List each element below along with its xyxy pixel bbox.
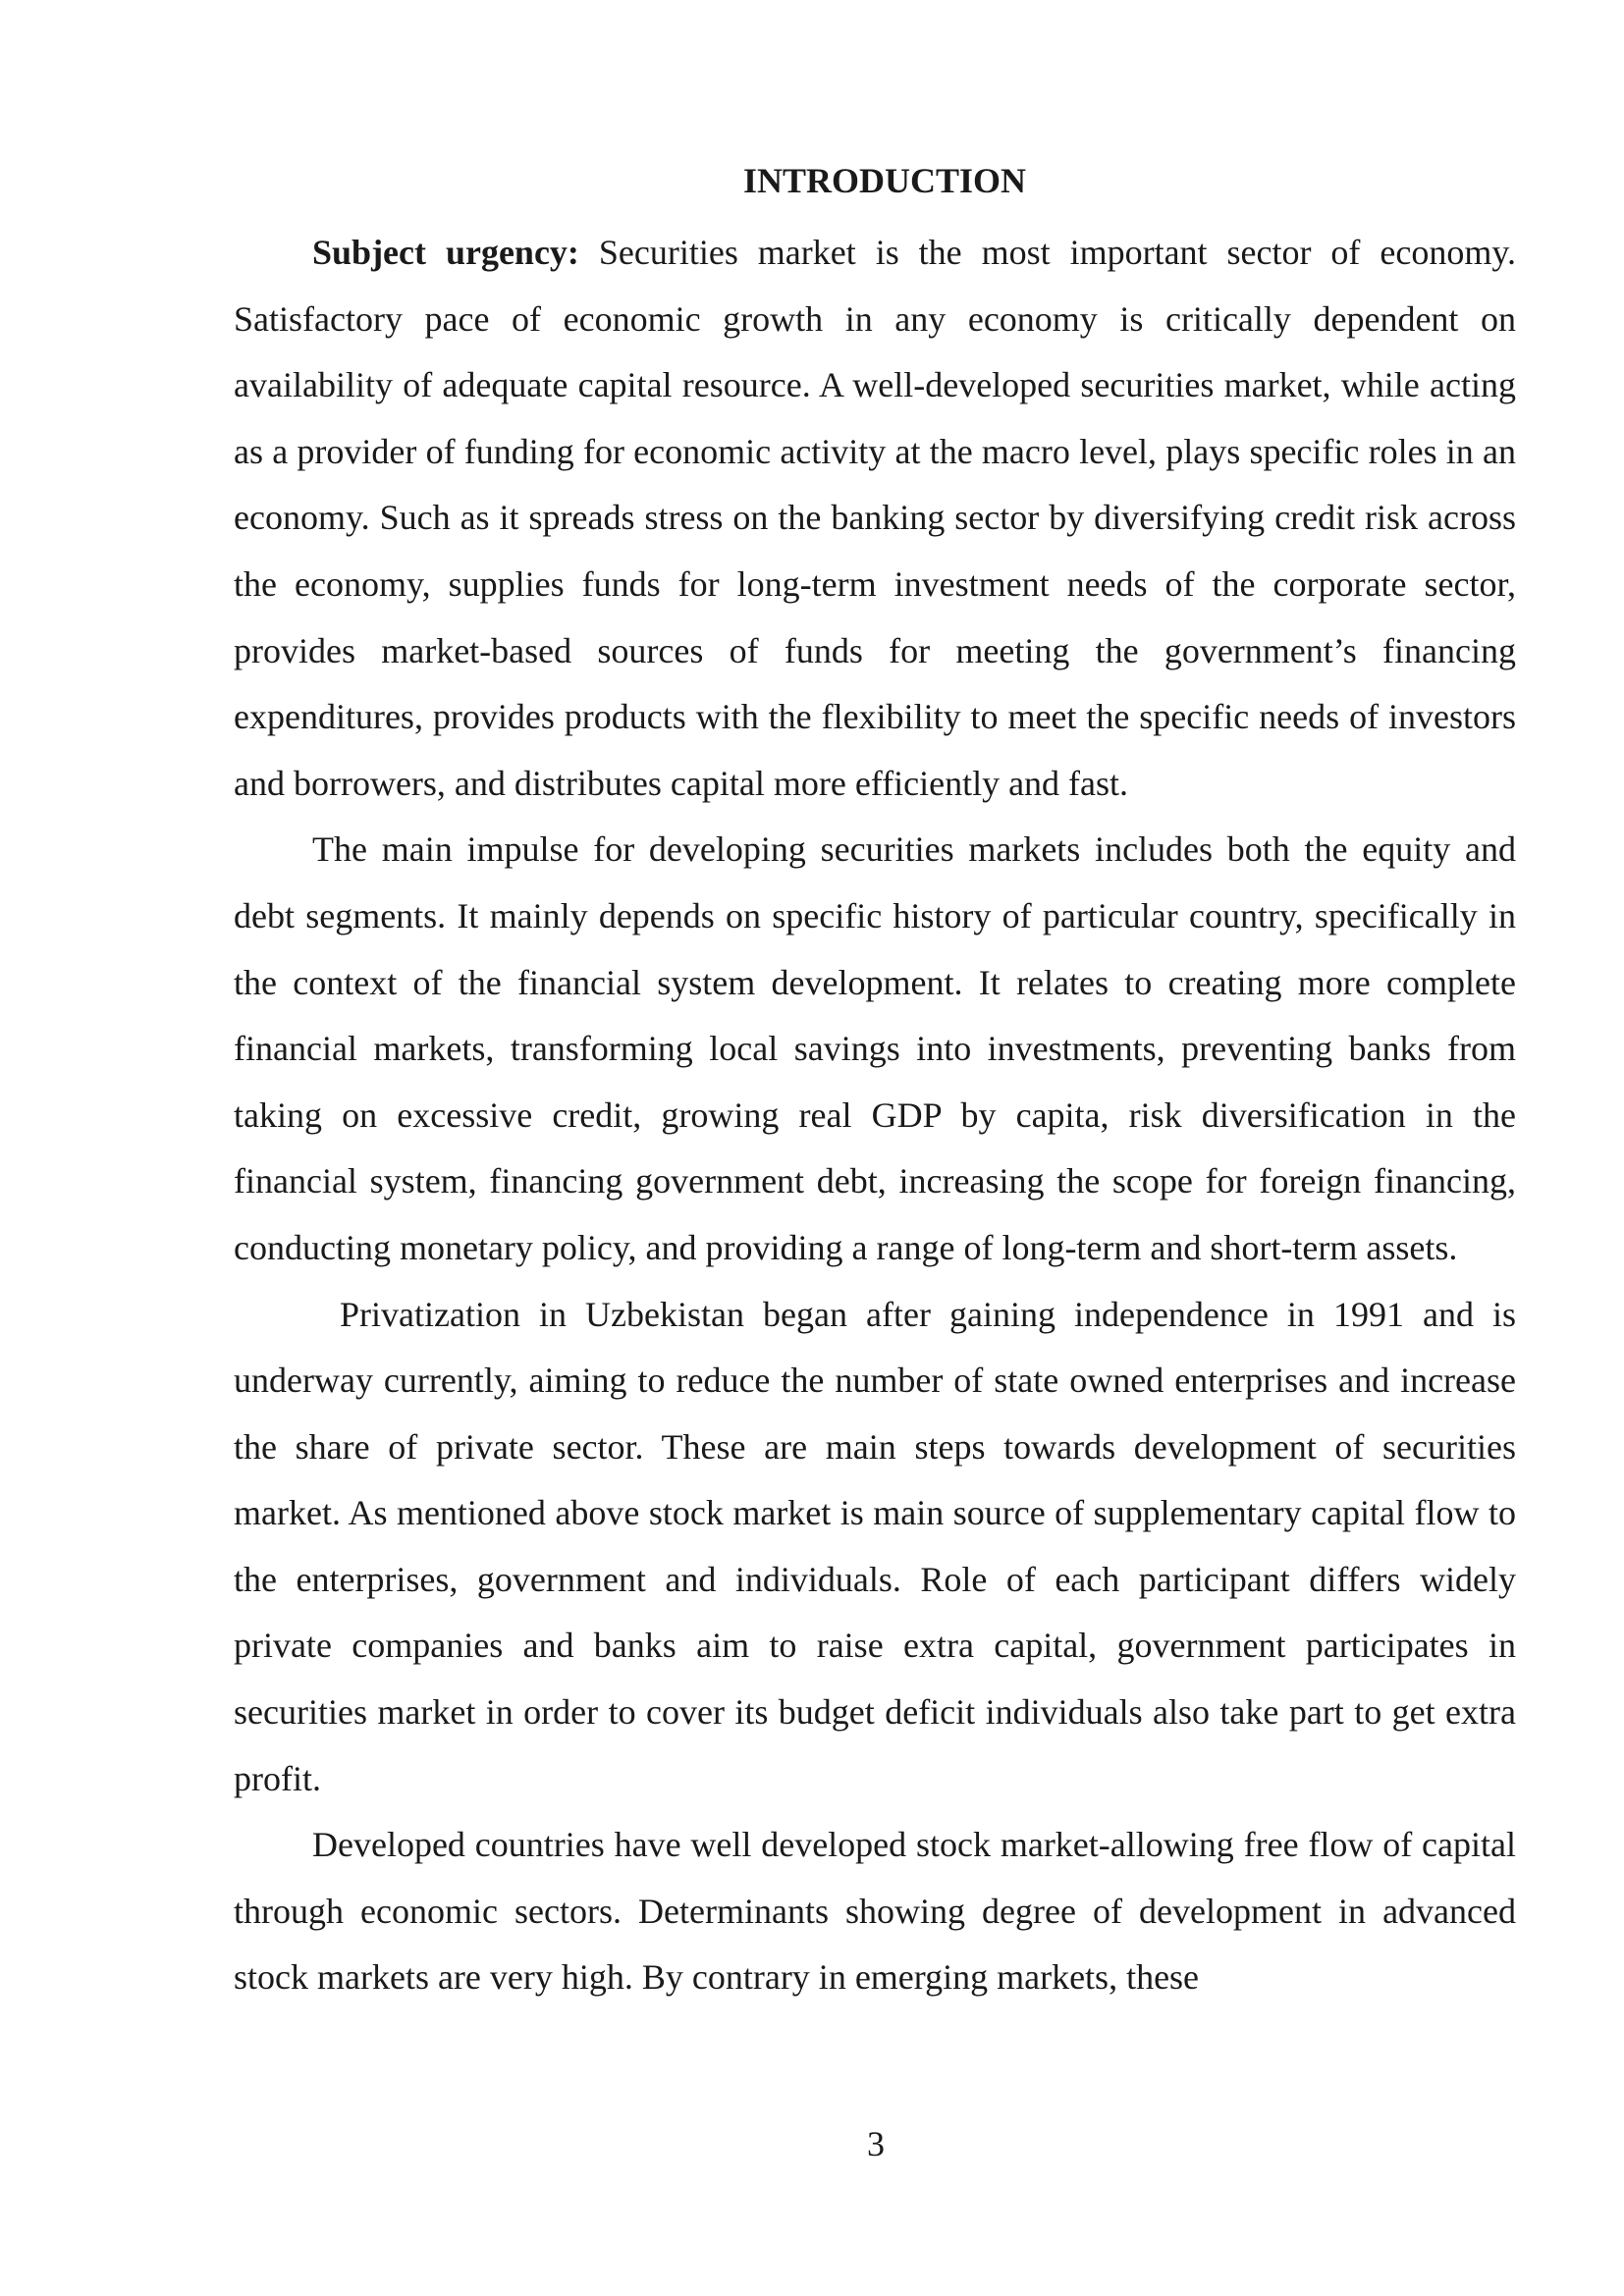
- paragraph-privatization: Privatization in Uzbekistan began after gaining independence in 1991 and is underway currently, aiming to reduce the number of state owned enterprises and increase the share of private sector. These are main steps towards development of securities market. As mentioned above stock market is main source of supplementary capital flow to the enterprises, government and individuals. Role of each participant differs widely private companies and banks aim to raise extra capital, government participates in securities market in order to cover its budget deficit individuals also take part to get extra profit.: [234, 1294, 1516, 1798]
- paragraph-lead: Subject urgency:: [312, 233, 579, 272]
- paragraph-developed-countries: Developed countries have well developed stock market-allowing free flow of capital through economic sectors. Determinants showing degree of development in advanced stock markets are very high. By contrary in emerging markets, these: [234, 1825, 1516, 1998]
- paragraph-text: Securities market is the most important sector of economy. Satisfactory pace of economic growth in any economy is critically dependent on availability of adequate capital resource. A well-developed securities market, while acting as a provider of funding for economic activity at the macro level, plays specific roles in an economy. Such as it spreads stress on the banking sector by diversifying credit risk across the economy, supplies funds for long-term investment needs of the corporate sector, provides market-based sources of funds for meeting the government’s financing expenditures, provides products with the flexibility to meet the specific needs of investors and borrowers, and distributes capital more efficiently and fast.: [234, 233, 1516, 803]
- paragraph-subject-urgency: [234, 220, 1516, 817]
- section-heading: INTRODUCTION: [742, 161, 1027, 200]
- document-page: [234, 155, 1516, 2011]
- paragraph-impulse: The main impulse for developing securities markets includes both the equity and debt segments. It mainly depends on specific history of particular country, specifically in the context of the financial system development. It relates to creating more complete financial markets, transforming local savings into investments, preventing banks from taking on excessive credit, growing real GDP by capita, risk diversification in the financial system, financing government debt, increasing the scope for foreign financing, conducting monetary policy, and providing a range of long-term and short-term assets.: [234, 829, 1516, 1267]
- page-number: 3: [867, 2124, 885, 2163]
